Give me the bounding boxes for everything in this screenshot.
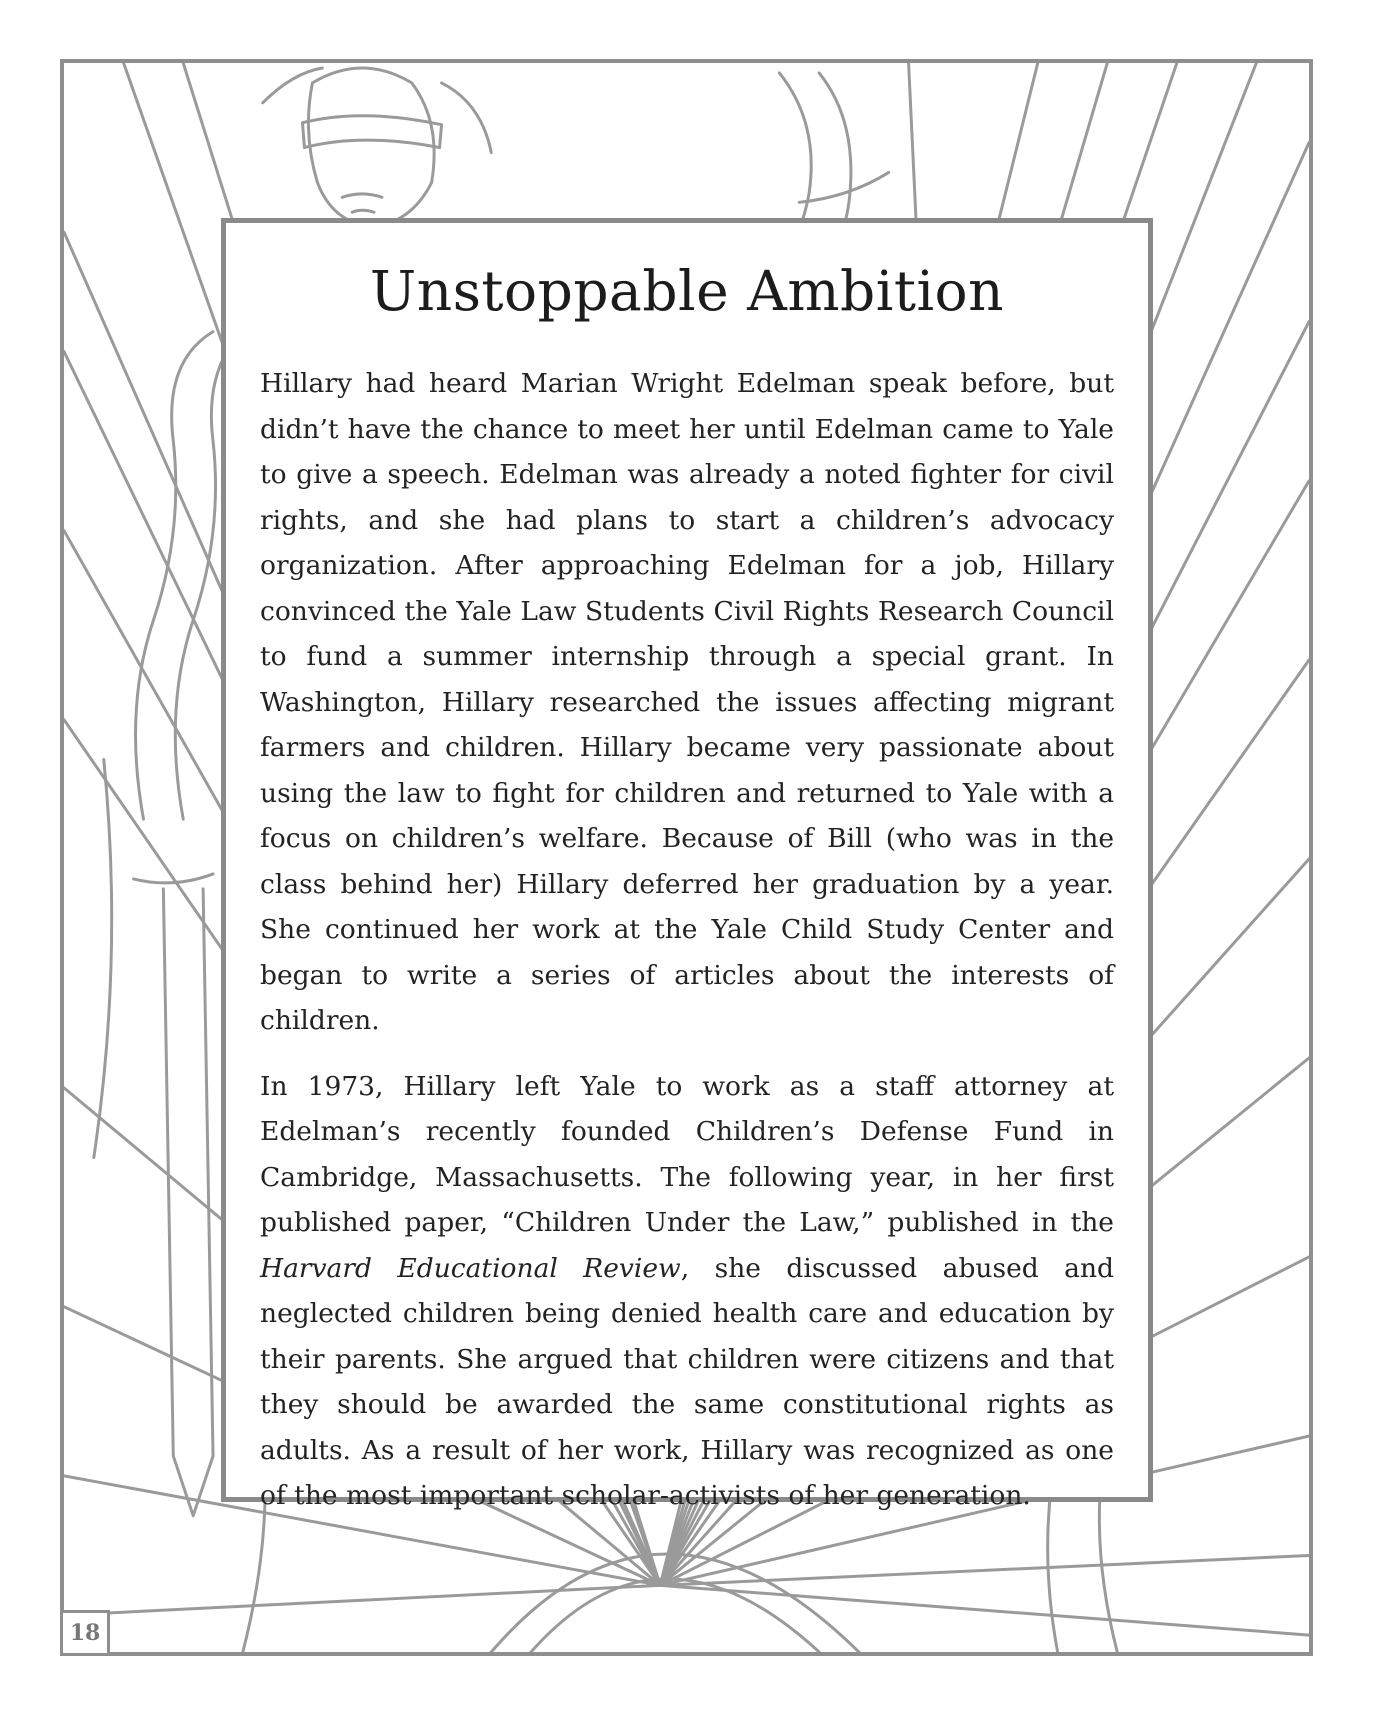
paragraph-2-text-before: In 1973, Hillary left Yale to work as a staff attorney at Edelman’s recently founded Children’s Defense Fund in Cambridge, Massachusetts. The following year, in her first published paper, “Children Under the Law,” published in the [260,1070,1114,1238]
body-paragraph-1: Hillary had heard Marian Wright Edelman speak before, but didn’t have the chance to meet her until Edelman came to Yale to give a speech. Edelman was already a noted fighter for civil rights, and she had plans to start a children’s advocacy organization. After approaching Edelman for a job, Hillary convinced the Yale Law Students Civil Rights Research Council to fund a summer internship through a special grant. In Washington, Hillary researched the issues affecting migrant farmers and children. Hillary became very passionate about using the law to fight for children and returned to Yale with a focus on children’s welfare. Because of Bill (who was in the class behind her) Hillary deferred her graduation by a year. She continued her work at the Yale Child Study Center and began to write a series of articles about the interests of children. [260,368,1114,1036]
text-panel [221,218,1153,1511]
body-paragraph-2 [260,1064,1114,1519]
page-number: 18 [60,1610,110,1656]
head-icon [263,68,492,227]
page-title: Unstoppable Ambition [369,259,1005,323]
paragraph-2-text-after: , she discussed abused and neglected children being denied health care and education by their parents. She argued that children were citizens and that they should be awarded the same constitutional rights as adults. As a result of her work, Hillary was recognized as one of the most important scholar-activists of her generation. [260,1252,1114,1511]
journal-title: Harvard Educational Review [260,1252,681,1284]
